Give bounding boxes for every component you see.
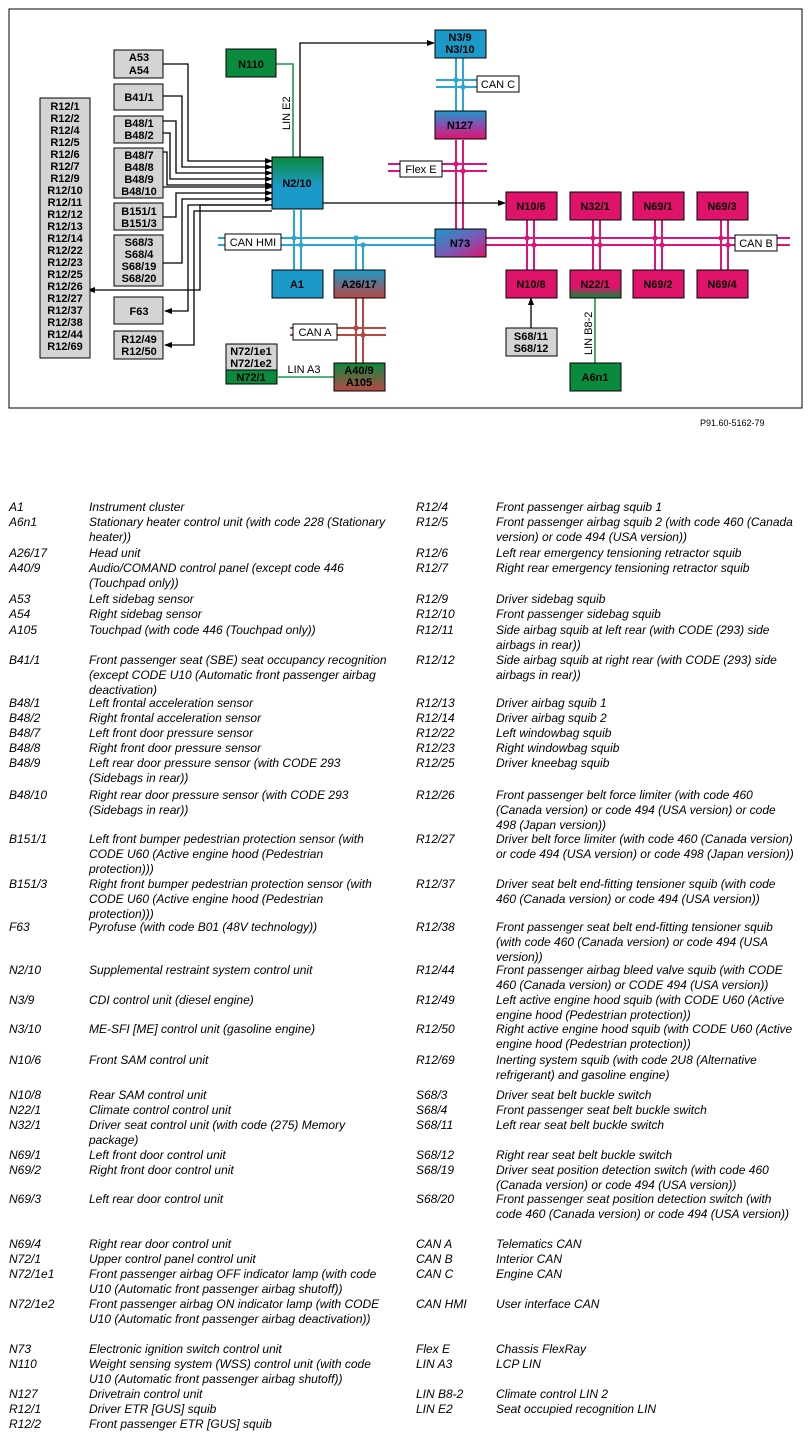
- label-a26-17: A26/17: [341, 279, 377, 291]
- legend-description: Driver airbag squib 1: [496, 696, 607, 710]
- label-n2-10: N2/10: [282, 178, 312, 190]
- label-b48-9: B48/9: [124, 174, 154, 186]
- svg-text:CAN C: CAN C: [480, 79, 516, 91]
- legend-description: Right front door control unit: [89, 1163, 234, 1177]
- legend-description: Front passenger airbag squib 1: [496, 500, 663, 514]
- legend-description: CDI control unit (diesel engine): [89, 993, 254, 1007]
- box-s68-11: [506, 328, 557, 356]
- r12-list-item: R12/7: [50, 161, 80, 173]
- r12-list-labels: [47, 101, 83, 353]
- label-lin-b8-2: LIN B8-2: [583, 311, 595, 355]
- label-a53: A53: [128, 52, 150, 64]
- legend-description: LCP LIN: [496, 1357, 541, 1371]
- label-n110: N110: [238, 59, 264, 71]
- legend-code: LIN E2: [416, 1402, 453, 1416]
- legend-description: Left rear door control unit: [89, 1192, 224, 1206]
- r12-list-item: R12/14: [47, 233, 83, 245]
- box-a40-9: [334, 363, 385, 391]
- box-n3: [435, 30, 486, 58]
- legend-code: CAN C: [416, 1267, 454, 1281]
- legend-code: CAN A: [416, 1237, 453, 1251]
- legend-code: N22/1: [9, 1103, 42, 1117]
- legend-code: N32/1: [9, 1118, 42, 1132]
- legend-description: Upper control panel control unit: [89, 1252, 256, 1266]
- box-b48-1-2: [114, 116, 163, 143]
- legend-code: S68/12: [416, 1148, 455, 1162]
- legend-description: Side airbag squib at left rear (with CODE (293) side airbags in rear)): [496, 623, 770, 652]
- legend-description: Engine CAN: [496, 1267, 563, 1281]
- legend-description: Right front bumper pedestrian protection sensor (with CODE U60 (Active engine hood (Pedestrian protection))): [89, 877, 372, 921]
- legend-code: N3/9: [9, 993, 35, 1007]
- label-a1: A1: [289, 279, 305, 291]
- r12-list-item: R12/69: [47, 341, 83, 353]
- legend-code: R12/4: [416, 500, 449, 514]
- label-b151-1: B151/1: [121, 206, 157, 218]
- legend-code: N73: [9, 1342, 32, 1356]
- legend-code: S68/11: [416, 1118, 454, 1132]
- legend-code: B41/1: [9, 653, 41, 667]
- box-n10-6: [506, 192, 557, 220]
- legend-description: Front passenger airbag bleed valve squib (with CODE 460 (Canada version) or CODE 494 (USA version)): [496, 963, 783, 992]
- legend-description: Inerting system squib (with code 2U8 (Alternative refrigerant) and gasoline engine): [496, 1053, 757, 1082]
- legend-code: N3/10: [9, 1022, 42, 1036]
- box-a53-a54: [114, 50, 163, 78]
- r12-list-item: R12/23: [47, 257, 83, 269]
- legend-description: Electronic ignition switch control unit: [89, 1342, 282, 1356]
- legend-code: A40/9: [9, 561, 41, 575]
- box-n110: [226, 49, 276, 77]
- tag-can-b: [735, 235, 777, 251]
- legend-description: Right frontal acceleration sensor: [89, 711, 262, 725]
- legend-description: Weight sensing system (WSS) control unit (with code U10 (Automatic front passenger airbag shutoff)): [89, 1357, 371, 1386]
- r12-list-item: R12/6: [50, 149, 80, 161]
- figure-reference: P91.60-5162-79: [700, 418, 765, 428]
- legend-description: User interface CAN: [496, 1297, 600, 1311]
- legend-description: Right front door pressure sensor: [89, 741, 262, 755]
- box-a6n1: [570, 363, 621, 391]
- legend-description: Head unit: [89, 546, 141, 560]
- label-b151-3: B151/3: [121, 218, 157, 230]
- box-n2-10: [272, 157, 323, 209]
- legend-code: N10/8: [9, 1088, 42, 1102]
- legend-description: Audio/COMAND control panel (except code 446 (Touchpad only)): [89, 561, 344, 590]
- label-n72-1e2: N72/1e2: [230, 358, 272, 370]
- legend-code: R12/5: [416, 515, 449, 529]
- legend-description: Right rear door pressure sensor (with CODE 293 (Sidebags in rear)): [89, 788, 349, 817]
- legend-description: Left frontal acceleration sensor: [89, 696, 254, 710]
- label-n72-1e1: N72/1e1: [230, 346, 272, 358]
- legend-description: Driver ETR [GUS] squib: [89, 1402, 217, 1416]
- legend-description: Driver belt force limiter (with code 460 (Canada version) or code 494 (USA version) or code 498 (Japan version)): [496, 832, 794, 861]
- legend-code: F63: [9, 920, 30, 934]
- label-s68-4: S68/4: [124, 249, 154, 261]
- legend-code: R12/2: [9, 1417, 42, 1431]
- legend-code: A54: [9, 607, 31, 621]
- legend-description: Driver seat control unit (with code (275) Memory package): [89, 1118, 346, 1147]
- legend-description: Left active engine hood squib (with CODE U60 (Active engine hood (Pedestrian protection)): [496, 993, 785, 1022]
- label-n10-6: N10/6: [516, 201, 546, 213]
- legend-description: Front passenger airbag ON indicator lamp (with CODE U10 (Automatic front passenger airbag deactivation)): [89, 1297, 380, 1326]
- box-n10-8: [506, 270, 557, 298]
- legend-description: Seat occupied recognition LIN: [496, 1402, 657, 1416]
- legend-description: Front passenger ETR [GUS] squib: [89, 1417, 272, 1431]
- wiring-diagram: [0, 0, 811, 440]
- legend-code: CAN HMI: [416, 1297, 467, 1311]
- legend-code: N72/1e2: [9, 1297, 55, 1311]
- box-n69-1: [633, 192, 684, 220]
- r12-list-item: R12/26: [47, 281, 83, 293]
- legend-description: Pyrofuse (with code B01 (48V technology)): [89, 920, 318, 934]
- legend-description: Climate control control unit: [89, 1103, 232, 1117]
- legend-code: A6n1: [9, 515, 38, 529]
- legend-code: R12/1: [9, 1402, 42, 1416]
- legend-code: Flex E: [416, 1342, 451, 1356]
- legend-code: R12/10: [416, 607, 455, 621]
- legend-description: Climate control LIN 2: [496, 1387, 609, 1401]
- legend-code: R12/49: [416, 993, 455, 1007]
- legend-code: B48/7: [9, 726, 41, 740]
- box-n72: [226, 344, 277, 384]
- legend-code: R12/11: [416, 623, 454, 637]
- legend-code: B48/10: [9, 788, 48, 802]
- box-r12-list: [40, 98, 90, 358]
- legend-description: Left windowbag squib: [496, 726, 612, 740]
- r12-list-item: R12/4: [50, 125, 80, 137]
- label-r12-49: R12/49: [121, 334, 157, 346]
- label-s68-11: S68/11: [513, 331, 549, 343]
- svg-text:Flex E: Flex E: [405, 164, 437, 176]
- label-n32-1: N32/1: [580, 201, 610, 213]
- legend-description: Left rear seat belt buckle switch: [496, 1118, 665, 1132]
- legend-description: Driver airbag squib 2: [496, 711, 607, 725]
- legend-code: N72/1: [9, 1252, 42, 1266]
- legend-description: Left front door control unit: [89, 1148, 226, 1162]
- legend-description: Instrument cluster: [89, 500, 185, 514]
- legend-code: N110: [9, 1357, 37, 1371]
- r12-list-item: R12/9: [50, 173, 80, 185]
- svg-text:CAN HMI: CAN HMI: [229, 237, 277, 249]
- legend-code: LIN A3: [416, 1357, 453, 1371]
- legend-description: Front passenger airbag OFF indicator lamp (with code U10 (Automatic front passenger airbag shutoff)): [89, 1267, 377, 1296]
- legend-code: N10/6: [9, 1053, 42, 1067]
- label-n3-10: N3/10: [445, 44, 475, 56]
- label-n69-1: N69/1: [643, 201, 673, 213]
- legend-code: N127: [9, 1387, 38, 1401]
- legend-description: Front SAM control unit: [89, 1053, 209, 1067]
- legend-description: Telematics CAN: [496, 1237, 582, 1251]
- label-n69-4: N69/4: [707, 279, 737, 291]
- legend-code: R12/23: [416, 741, 455, 755]
- tag-can-a: [293, 324, 337, 340]
- label-n69-2: N69/2: [643, 279, 673, 291]
- legend-code: R12/12: [416, 653, 455, 667]
- box-n127: [435, 111, 486, 139]
- legend-description: Driver seat belt end-fitting tensioner squib (with code 460 (Canada version) or code 494 (USA version)): [496, 877, 776, 906]
- legend-code: N69/4: [9, 1237, 42, 1251]
- box-n69-2: [633, 270, 684, 298]
- legend-code: CAN B: [416, 1252, 453, 1266]
- legend-description: Touchpad (with code 446 (Touchpad only)): [89, 623, 316, 637]
- r12-list-item: R12/22: [47, 245, 83, 257]
- network-diagram-svg: [0, 0, 811, 440]
- legend-code: R12/6: [416, 546, 449, 560]
- legend-code: R12/25: [416, 756, 455, 770]
- tag-can-c: [477, 76, 519, 92]
- box-a26-17: [334, 270, 385, 298]
- legend-description: Driver kneebag squib: [496, 756, 610, 770]
- legend-description: Chassis FlexRay: [496, 1342, 587, 1356]
- legend-description: Left rear emergency tensioning retractor squib: [496, 546, 742, 560]
- label-s68-3: S68/3: [124, 237, 154, 249]
- box-a1: [272, 270, 323, 298]
- box-b151: [114, 203, 163, 230]
- r12-list-item: R12/2: [50, 113, 80, 125]
- r12-list-item: R12/44: [47, 329, 83, 341]
- legend-description: Right rear seat belt buckle switch: [496, 1148, 673, 1162]
- legend-code: A105: [9, 623, 38, 637]
- r12-list-item: R12/12: [47, 209, 83, 221]
- legend-description: Supplemental restraint system control unit: [89, 963, 313, 977]
- r12-list-item: R12/25: [47, 269, 83, 281]
- legend-description: Interior CAN: [496, 1252, 563, 1266]
- legend-description: Front passenger seat belt end-fitting tensioner squib (with code 460 (Canada version) or code 494 (USA version)): [496, 920, 773, 964]
- legend-code: S68/3: [416, 1088, 448, 1102]
- legend-description: Driver seat belt buckle switch: [496, 1088, 652, 1102]
- box-s68: [114, 235, 163, 286]
- legend-description: Left front bumper pedestrian protection sensor (with CODE U60 (Active engine hood (Pedestrian protection))): [89, 832, 364, 876]
- label-a40-9: A40/9: [344, 365, 374, 377]
- box-b41-1: [114, 84, 163, 110]
- label-a6n1: A6n1: [581, 372, 609, 384]
- r12-list-item: R12/38: [47, 317, 83, 329]
- legend-code: S68/4: [416, 1103, 448, 1117]
- legend-description: Driver seat position detection switch (with code 460 (Canada version) or code 494 (USA version)): [496, 1163, 769, 1192]
- legend-code: R12/50: [416, 1022, 455, 1036]
- legend-code: S68/19: [416, 1163, 455, 1177]
- label-n73: N73: [449, 238, 471, 250]
- legend-description: Rear SAM control unit: [89, 1088, 207, 1102]
- box-b48-7-10: [114, 148, 163, 198]
- label-b48-10: B48/10: [121, 186, 157, 198]
- legend-description: Right windowbag squib: [496, 741, 620, 755]
- legend-code: N69/1: [9, 1148, 42, 1162]
- label-b48-8: B48/8: [124, 162, 154, 174]
- box-r12-49-50: [114, 331, 163, 359]
- legend-code: R12/14: [416, 711, 455, 725]
- legend: [0, 500, 811, 1441]
- label-r12-50: R12/50: [121, 346, 157, 358]
- r12-list-item: R12/1: [50, 101, 80, 113]
- box-n32-1: [570, 192, 621, 220]
- legend-code: R12/7: [416, 561, 449, 575]
- box-n69-3: [697, 192, 748, 220]
- legend-code: R12/27: [416, 832, 455, 846]
- box-n22-1: [570, 270, 621, 298]
- legend-code: B151/1: [9, 832, 48, 846]
- legend-code: R12/22: [416, 726, 455, 740]
- legend-code: R12/13: [416, 696, 455, 710]
- r12-list-item: R12/11: [47, 197, 83, 209]
- label-lin-a3: LIN A3: [287, 364, 321, 376]
- legend-code: R12/37: [416, 877, 455, 891]
- legend-description: Right rear emergency tensioning retractor squib: [496, 561, 750, 575]
- legend-description: Front passenger airbag squib 2 (with code 460 (Canada version) or code 494 (USA version)): [496, 515, 793, 544]
- legend-description: Right rear door control unit: [89, 1237, 232, 1251]
- label-n10-8: N10/8: [516, 279, 546, 291]
- legend-description: Driver sidebag squib: [496, 592, 606, 606]
- label-s68-19: S68/19: [121, 261, 157, 273]
- label-lin-e2: LIN E2: [281, 96, 293, 130]
- label-b48-1: B48/1: [124, 118, 154, 130]
- legend-code: B48/2: [9, 711, 41, 725]
- legend-code: N69/2: [9, 1163, 42, 1177]
- box-n73: [435, 229, 486, 257]
- label-a105: A105: [345, 377, 373, 389]
- legend-code: R12/9: [416, 592, 449, 606]
- box-f63: [114, 297, 163, 324]
- legend-code: B151/3: [9, 877, 48, 891]
- legend-code: A1: [9, 500, 24, 514]
- legend-description: Front passenger seat (SBE) seat occupancy recognition (except CODE U10 (Automatic front passenger airbag deactivation): [89, 653, 387, 697]
- r12-list-item: R12/27: [47, 293, 83, 305]
- legend-description: Front passenger seat position detection switch (with code 460 (Canada version) or code 494 (USA version)): [496, 1192, 790, 1221]
- r12-list-item: R12/10: [47, 185, 83, 197]
- legend-description: Stationary heater control unit (with code 228 (Stationary heater)): [89, 515, 386, 544]
- label-n72-1: N72/1: [236, 372, 266, 384]
- label-f63: F63: [129, 306, 149, 318]
- label-n22-1: N22/1: [580, 279, 610, 291]
- tag-can-hmi: [225, 234, 281, 250]
- legend-description: Drivetrain control unit: [89, 1387, 203, 1401]
- legend-description: Front passenger sidebag squib: [496, 607, 661, 621]
- legend-description: ME-SFI [ME] control unit (gasoline engine): [89, 1022, 316, 1036]
- legend-code: N2/10: [9, 963, 42, 977]
- r12-list-item: R12/5: [50, 137, 80, 149]
- legend-description: Left front door pressure sensor: [89, 726, 254, 740]
- legend-description: Side airbag squib at right rear (with CODE (293) side airbags in rear)): [496, 653, 777, 682]
- label-b48-7: B48/7: [124, 150, 154, 162]
- legend-description: Right active engine hood squib (with CODE U60 (Active engine hood (Pedestrian protection)): [496, 1022, 793, 1051]
- legend-code: N69/3: [9, 1192, 42, 1206]
- svg-text:CAN B: CAN B: [739, 238, 773, 250]
- r12-list-item: R12/13: [47, 221, 83, 233]
- svg-text:CAN A: CAN A: [298, 327, 332, 339]
- label-b48-2: B48/2: [124, 130, 154, 142]
- label-b41-1: B41/1: [124, 92, 154, 104]
- legend-code: B48/9: [9, 756, 41, 770]
- legend-description: Front passenger belt force limiter (with code 460 (Canada version) or code 494 (USA version) or code 498 (Japan version)): [496, 788, 776, 832]
- legend-code: R12/26: [416, 788, 455, 802]
- label-s68-20: S68/20: [121, 273, 157, 285]
- legend-description: Left rear door pressure sensor (with CODE 293 (Sidebags in rear)): [89, 756, 341, 785]
- box-n69-4: [697, 270, 748, 298]
- legend-code: R12/38: [416, 920, 455, 934]
- legend-description: Front passenger seat belt buckle switch: [496, 1103, 707, 1117]
- label-n127: N127: [446, 120, 474, 132]
- r12-list-item: R12/37: [47, 305, 83, 317]
- legend-description: Right sidebag sensor: [89, 607, 202, 621]
- label-s68-12: S68/12: [513, 343, 549, 355]
- legend-code: N72/1e1: [9, 1267, 55, 1281]
- legend-code: LIN B8-2: [416, 1387, 464, 1401]
- label-a54: A54: [128, 65, 150, 77]
- legend-code: R12/69: [416, 1053, 455, 1067]
- legend-code: B48/8: [9, 741, 41, 755]
- label-n3-9: N3/9: [448, 32, 472, 44]
- label-n69-3: N69/3: [707, 201, 737, 213]
- legend-code: A53: [9, 592, 31, 606]
- legend-description: Left sidebag sensor: [89, 592, 194, 606]
- legend-code: R12/44: [416, 963, 455, 977]
- legend-code: B48/1: [9, 696, 41, 710]
- legend-code: S68/20: [416, 1192, 455, 1206]
- legend-code: A26/17: [9, 546, 48, 560]
- tag-flex-e: [400, 161, 442, 177]
